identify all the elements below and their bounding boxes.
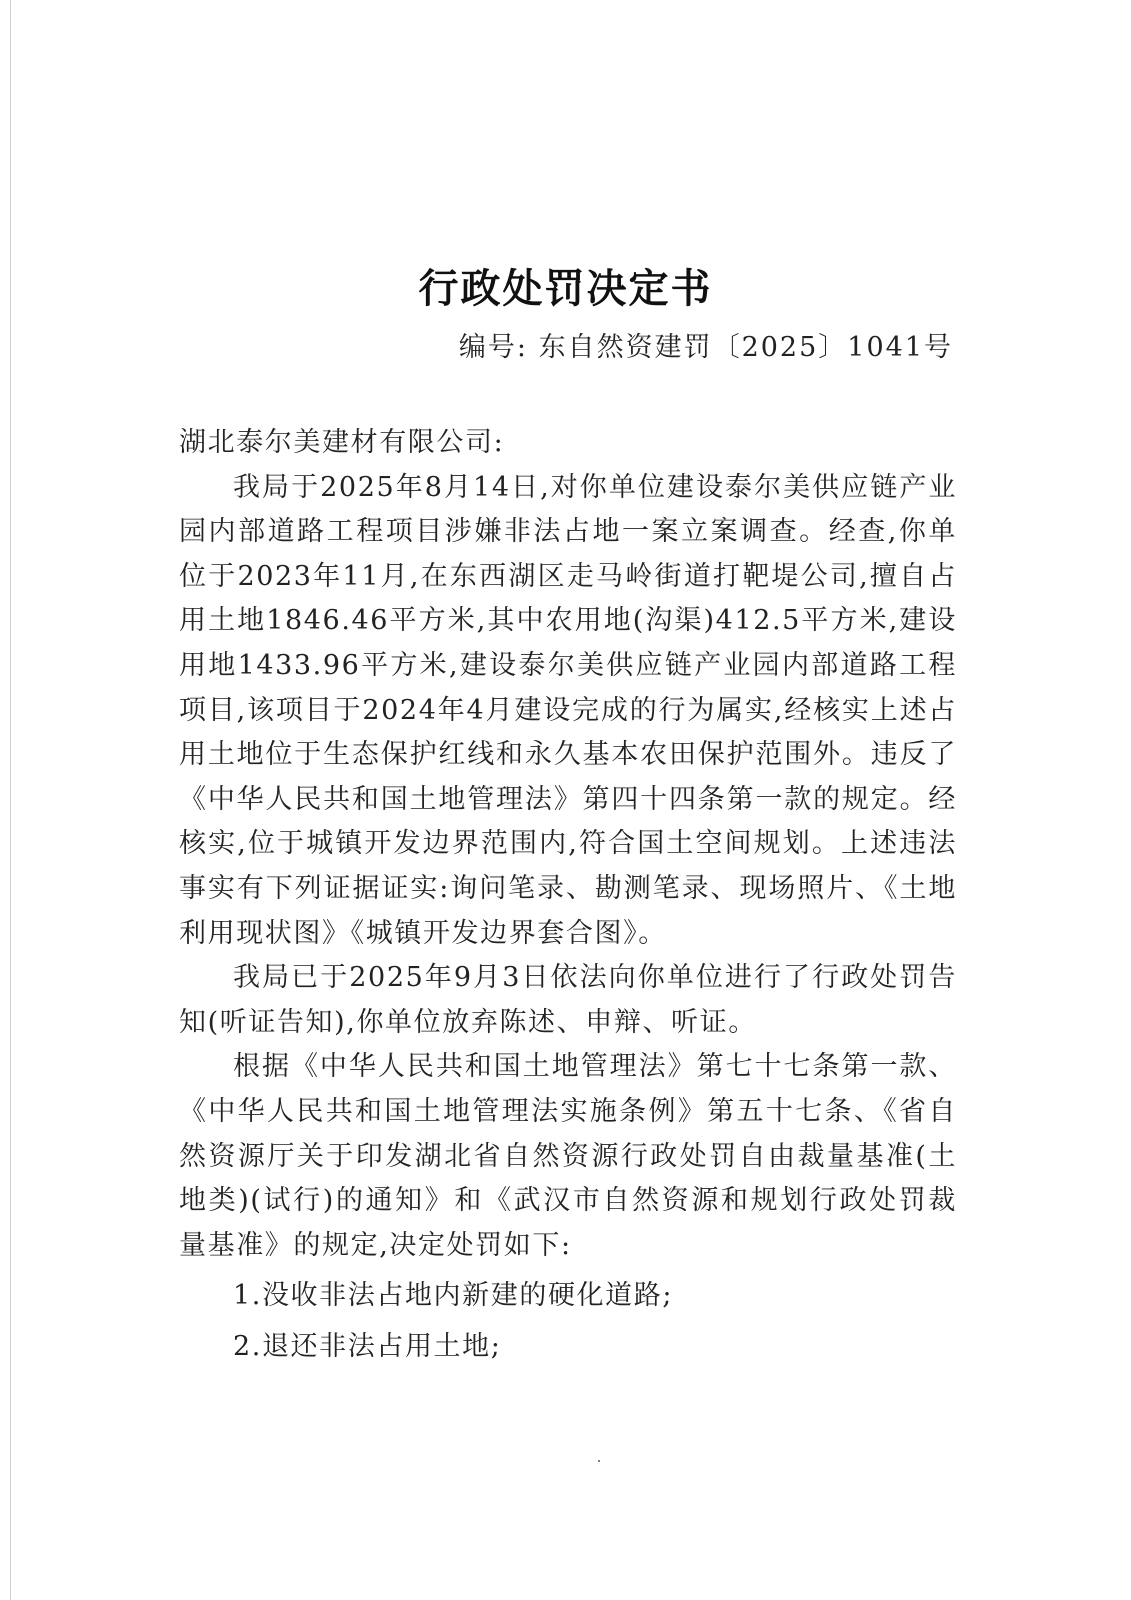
scan-speck [598, 1460, 600, 1462]
legal-basis-paragraph: 根据《中华人民共和国土地管理法》第七十七条第一款、《中华人民共和国土地管理法实施条例》第五十七条、《省自然资源厅关于印发湖北省自然资源行政处罚自由裁量基准(土地类)(试行)的通知》和《武汉市自然资源和规划行政处罚裁量基准》的规定,决定处罚如下: [179, 1051, 957, 1261]
document-body [179, 421, 957, 1369]
document-title: 行政处罚决定书 [418, 265, 713, 312]
facts-paragraph: 我局于2025年8月14日,对你单位建设泰尔美供应链产业园内部道路工程项目涉嫌非法占地一案立案调查。经查,你单位于2023年11月,在东西湖区走马岭街道打靶堤公司,擅自占用土地1846.46平方米,其中农用地(沟渠)412.5平方米,建设用地1433.96平方米,建设泰尔美供应链产业园内部道路工程项目,该项目于2024年4月建设完成的行为属实,经核实上述占用土地位于生态保护红线和永久基本农田保护范围外。违反了《中华人民共和国土地管理法》第四十四条第一款的规定。经核实,位于城镇开发边界范围内,符合国土空间规划。上述违法事实有下列证据证实:询问笔录、勘测笔录、现场照片、《土地利用现状图》《城镇开发边界套合图》。 [179, 471, 957, 949]
penalty-item: 2.退还非法占用土地; [233, 1330, 502, 1362]
notice-paragraph: 我局已于2025年9月3日依法向你单位进行了行政处罚告知(听证告知),你单位放弃陈述、申辩、听证。 [179, 962, 957, 1038]
recipient-line: 湖北泰尔美建材有限公司: [179, 427, 505, 458]
document-number: 编号: 东自然资建罚〔2025〕1041号 [458, 332, 953, 363]
scan-edge-line [10, 0, 11, 1600]
penalty-item: 1.没收非法占地内新建的硬化道路; [233, 1280, 674, 1312]
